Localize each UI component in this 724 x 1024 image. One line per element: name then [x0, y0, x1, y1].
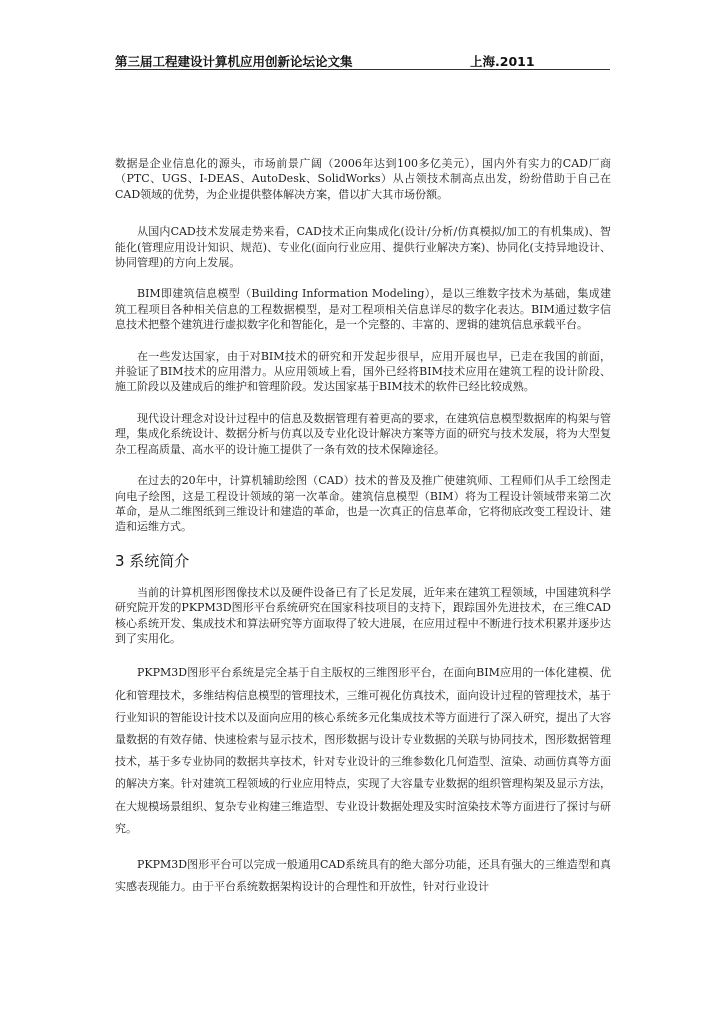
page-body — [115, 156, 611, 898]
paragraph-pkpm3d-platform: PKPM3D图形平台系统是完全基于自主版权的三维图形平台，在面向BIM应用的一体化建模、优化和管理技术，多维结构信息模型的管理技术，三维可视化仿真技术，面向设计过程的管理技术，基于行业知识的智能设计技术以及面向应用的核心系统多元化集成技术等方面进行了深入研究，提出了大容量数据的有效存储、快速检索与显示技术，图形数据与设计专业数据的关联与协同技术，图形数据管理技术，基于多专业协同的数据共享技术，针对专业设计的三维参数化几何造型、渲染、动画仿真等方面的解决方案。针对建筑工程领域的行业应用特点，实现了大容量专业数据的组织管理构架及显示方法，在大规模场景组织、复杂专业构建三维造型、专业设计数据处理及实时渲染技术等方面进行了探讨与研究。 — [115, 666, 611, 835]
location-year: 上海.2011 — [470, 54, 535, 69]
paragraph-bim-abroad: 在一些发达国家，由于对BIM技术的研究和开发起步很早，应用开展也早，已走在我国的前面，并验证了BIM技术的应用潜力。从应用领域上看，国外已经将BIM技术应用在建筑工程的设计阶段、施工阶段以及建成后的维护和管理阶段。发达国家基于BIM技术的软件已经比较成熟。 — [115, 349, 611, 394]
section-heading: 3 系统简介 — [115, 551, 190, 570]
paragraph-cad-revolution: 在过去的20年中，计算机辅助绘图（CAD）技术的普及及推广使建筑师、工程师们从手工绘图走向电子绘图，这是工程设计领域的第一次革命。建筑信息模型（BIM）将为工程设计领域带来第二次革命，是从二维图纸到三维设计和建造的革命，也是一次真正的信息革命，它将彻底改变工程设计、建造和运维方式。 — [115, 474, 611, 534]
paragraph-pkpm3d-progress: 当前的计算机图形图像技术以及硬件设备已有了长足发展，近年来在建筑工程领域，中国建筑科学研究院开发的PKPM3D图形平台系统研究在国家科技项目的支持下，跟踪国外先进技术，在三维CAD核心系统开发、集成技术和算法研究等方面取得了较大进展，在应用过程中不断进行技术积累并逐步达到了实用化。 — [115, 585, 611, 645]
paragraph-design-concept: 现代设计理念对设计过程中的信息及数据管理有着更高的要求，在建筑信息模型数据库的构架与管理，集成化系统设计、数据分析与仿真以及专业化设计解决方案等方面的研究与技术发展，将为大型复杂工程高质量、高水平的设计施工提供了一条有效的技术保障途径。 — [115, 411, 611, 456]
proceedings-title: 第三届工程建设计算机应用创新论坛论文集 — [115, 54, 353, 69]
paragraph-cad-market: 数据是企业信息化的源头，市场前景广阔（2006年达到100多亿美元），国内外有实力的CAD厂商（PTC、UGS、I-DEAS、AutoDesk、SolidWorks）从占领技术制高点出发，纷纷借助于自己在CAD领域的优势，为企业提供整体解决方案，借以扩大其市场份额。 — [115, 157, 611, 201]
paragraph-pkpm3d-capability: PKPM3D图形平台可以完成一般通用CAD系统具有的绝大部分功能，还具有强大的三维造型和真实感表现能力。由于平台系统数据架构设计的合理性和开放性，针对行业设计 — [115, 857, 611, 894]
running-header — [115, 52, 610, 70]
paragraph-cad-trend: 从国内CAD技术发展走势来看，CAD技术正向集成化(设计/分析/仿真模拟/加工的有机集成)、智能化(管理应用设计知识、规范)、专业化(面向行业应用、提供行业解决方案)、协同化(支持异地设计、协同管理)的方向上发展。 — [115, 225, 611, 270]
paragraph-bim-definition: BIM即建筑信息模型（Building Information Modeling），是以三维数字技术为基础，集成建筑工程项目各种相关信息的工程数据模型，是对工程项相关信息详尽的数字化表达。BIM通过数字信息技术把整个建筑进行虚拟数字化和智能化，是一个完整的、丰富的、逻辑的建筑信息承载平台。 — [115, 287, 611, 332]
